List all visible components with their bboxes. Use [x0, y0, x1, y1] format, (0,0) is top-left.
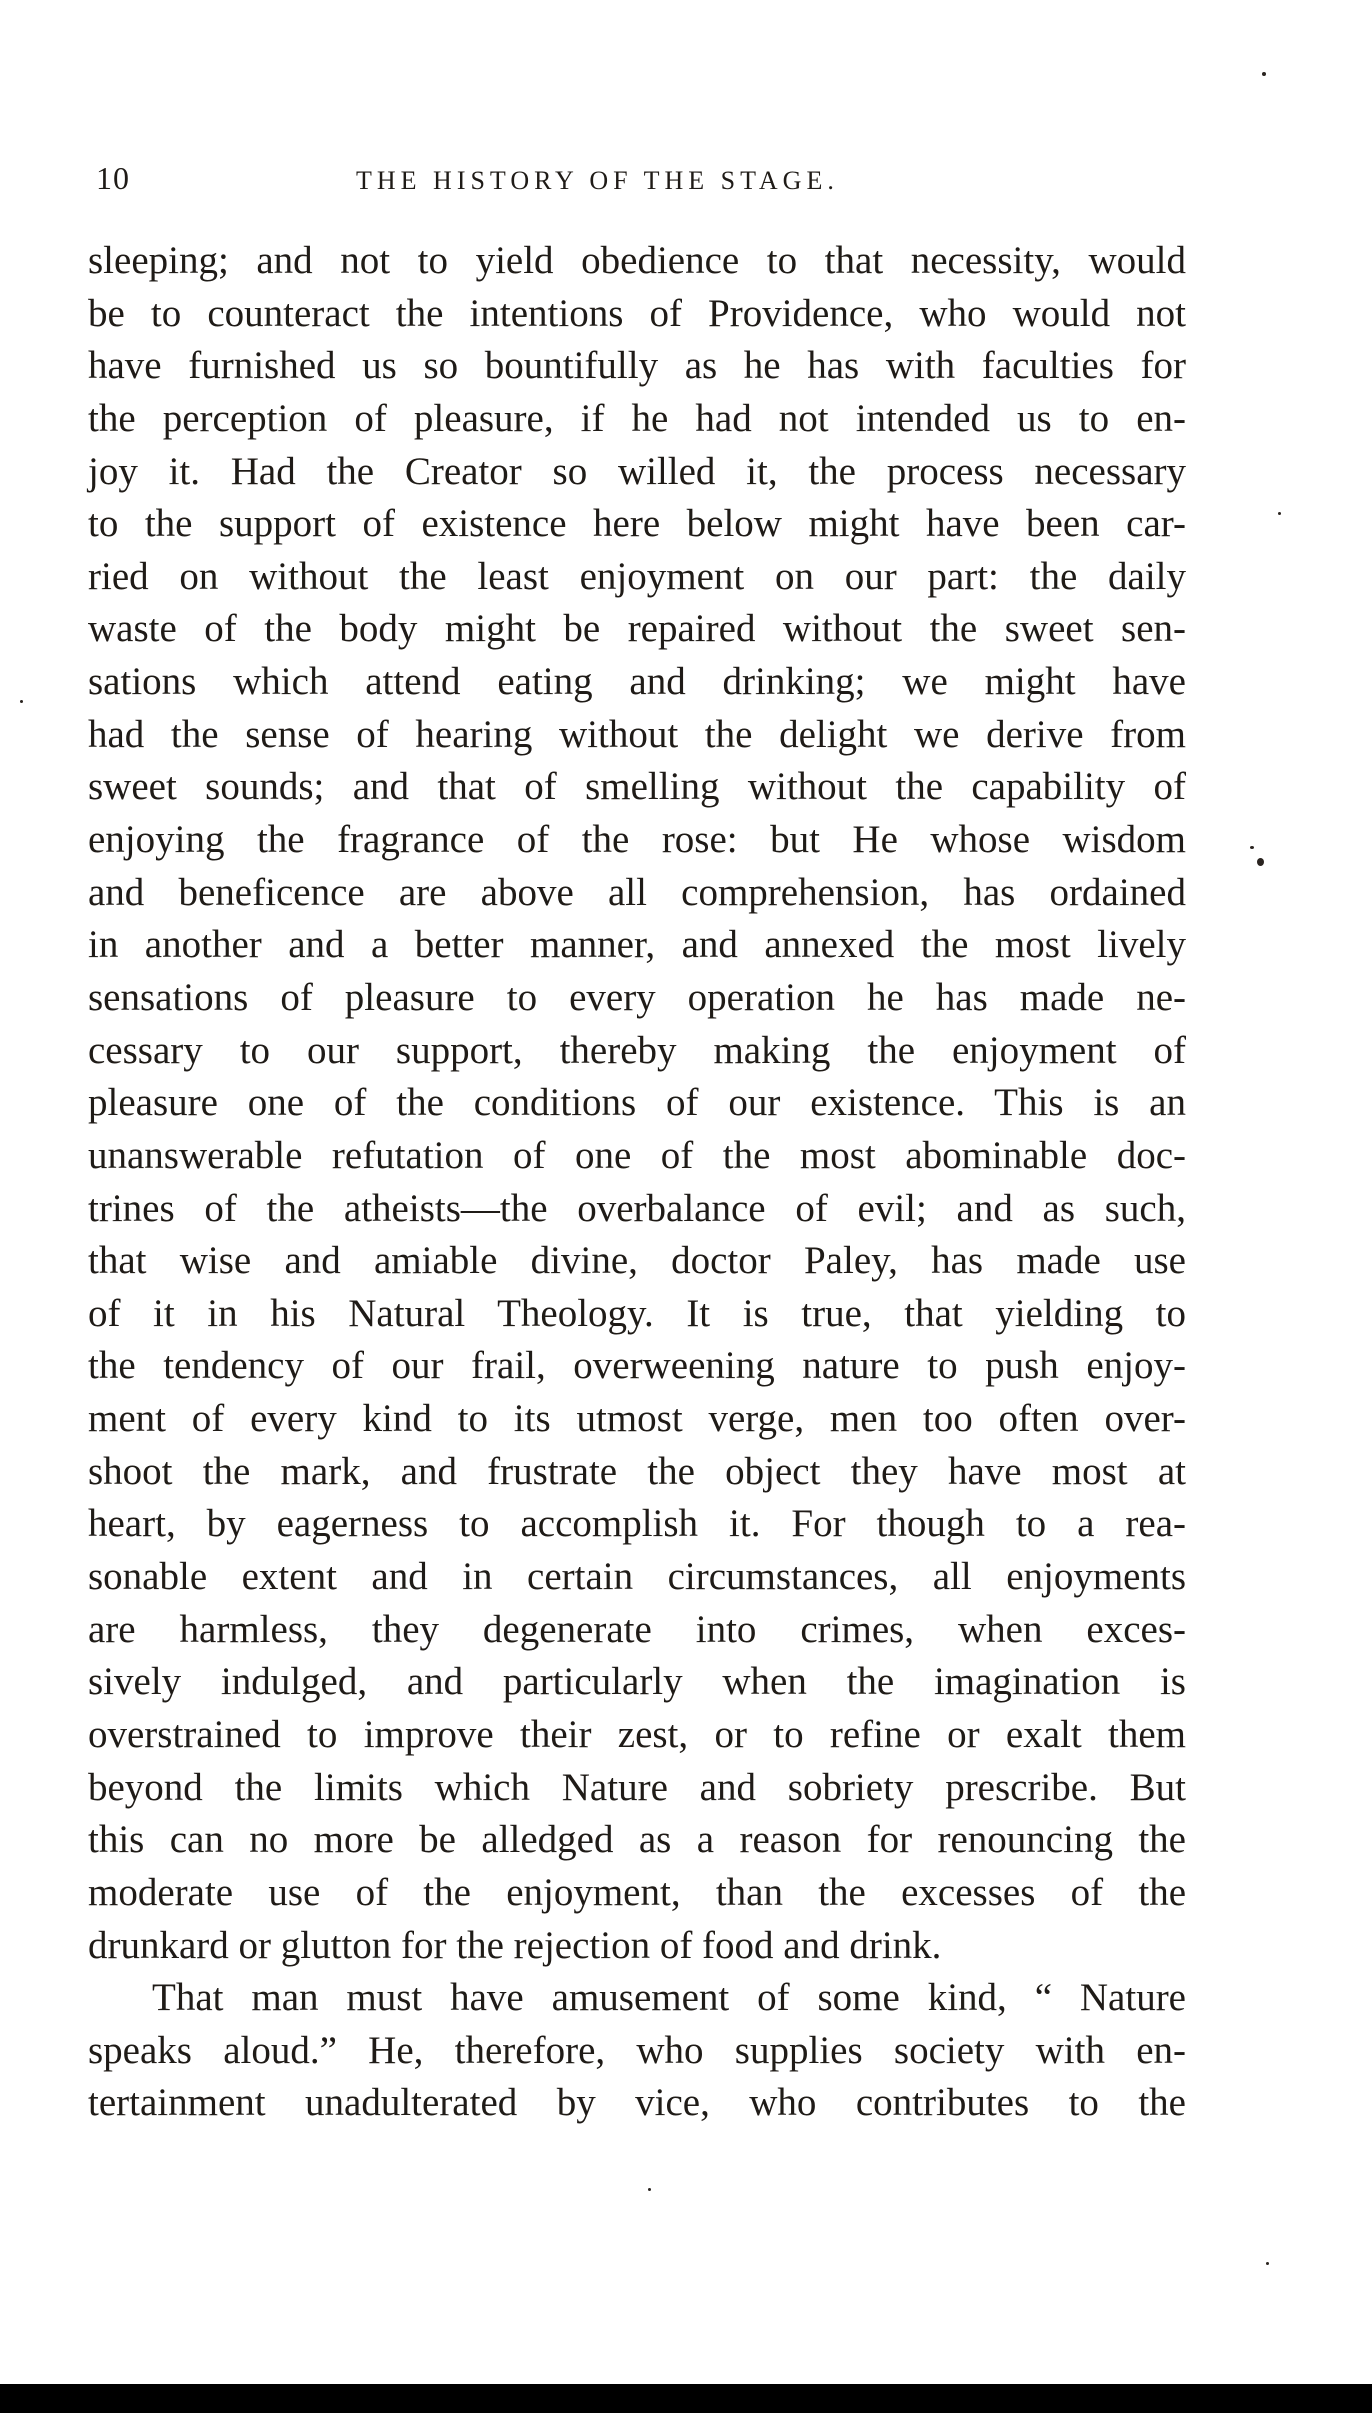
text-line: have furnished us so bountifully as he has with faculties for — [88, 344, 1186, 388]
text-line: sively indulged, and particularly when the imagination is — [88, 1660, 1186, 1704]
text-line: sensations of pleasure to every operation he has made ne- — [88, 975, 1186, 1019]
text-line: ment of every kind to its utmost verge, men too often over- — [88, 1397, 1186, 1441]
page-speck — [1250, 846, 1254, 849]
text-line: to the support of existence here below might have been car- — [88, 502, 1186, 546]
text-line: That man must have amusement of some kind, “ Nature — [152, 1976, 1186, 2020]
text-line: that wise and amiable divine, doctor Paley, has made use — [88, 1239, 1186, 1283]
page-speck — [1266, 2262, 1269, 2265]
text-line: and beneficence are above all comprehension, has ordained — [88, 870, 1186, 914]
page-speck — [20, 700, 23, 703]
page-speck — [1278, 512, 1281, 515]
text-line: are harmless, they degenerate into crimes, when exces- — [88, 1607, 1186, 1651]
text-line: sleeping; and not to yield obedience to that necessity, would — [88, 239, 1186, 282]
text-line: trines of the atheists—the overbalance of evil; and as such, — [88, 1186, 1186, 1230]
text-line: shoot the mark, and frustrate the object they have most at — [88, 1449, 1186, 1493]
text-line: sonable extent and in certain circumstances, all enjoyments — [88, 1555, 1186, 1599]
running-head: THE HISTORY OF THE STAGE. — [356, 166, 839, 195]
page-speck — [1257, 858, 1264, 866]
page-speck — [648, 2188, 651, 2191]
scan-border — [0, 2384, 1372, 2413]
text-line: the tendency of our frail, overweening nature to push enjoy- — [88, 1344, 1186, 1388]
body-text — [88, 235, 1186, 2130]
text-line: of it in his Natural Theology. It is true, that yielding to — [88, 1291, 1186, 1335]
text-line: sweet sounds; and that of smelling without the capability of — [88, 765, 1186, 809]
text-line: moderate use of the enjoyment, than the excesses of the — [88, 1870, 1186, 1914]
text-line: the perception of pleasure, if he had not intended us to en- — [88, 396, 1186, 440]
paragraph — [88, 235, 1186, 1972]
text-line: drunkard or glutton for the rejection of food and drink. — [88, 1923, 942, 1967]
text-line: speaks aloud.” He, therefore, who supplies society with en- — [88, 2028, 1186, 2072]
text-line: beyond the limits which Nature and sobriety prescribe. But — [88, 1765, 1186, 1809]
text-line: joy it. Had the Creator so willed it, the process necessary — [88, 449, 1186, 493]
text-line: overstrained to improve their zest, or to refine or exalt them — [88, 1712, 1186, 1756]
text-line: this can no more be alledged as a reason for renouncing the — [88, 1818, 1186, 1862]
text-line: be to counteract the intentions of Providence, who would not — [88, 291, 1186, 335]
text-line: enjoying the fragrance of the rose: but He whose wisdom — [88, 818, 1186, 862]
paragraph — [88, 1972, 1186, 2130]
text-line: had the sense of hearing without the delight we derive from — [88, 712, 1186, 756]
text-line: pleasure one of the conditions of our existence. This is an — [88, 1081, 1186, 1125]
page-speck — [1262, 72, 1266, 76]
text-line: ried on without the least enjoyment on our part: the daily — [88, 554, 1186, 598]
page-number: 10 — [96, 160, 130, 196]
text-line: heart, by eagerness to accomplish it. For though to a rea- — [88, 1502, 1186, 1546]
text-line: unanswerable refutation of one of the most abominable doc- — [88, 1133, 1186, 1177]
text-line: tertainment unadulterated by vice, who contributes to the — [88, 2081, 1186, 2125]
text-line: sations which attend eating and drinking; we might have — [88, 660, 1186, 704]
text-line: in another and a better manner, and annexed the most lively — [88, 923, 1186, 967]
text-line: cessary to our support, thereby making the enjoyment of — [88, 1028, 1186, 1072]
text-line: waste of the body might be repaired without the sweet sen- — [88, 607, 1186, 651]
